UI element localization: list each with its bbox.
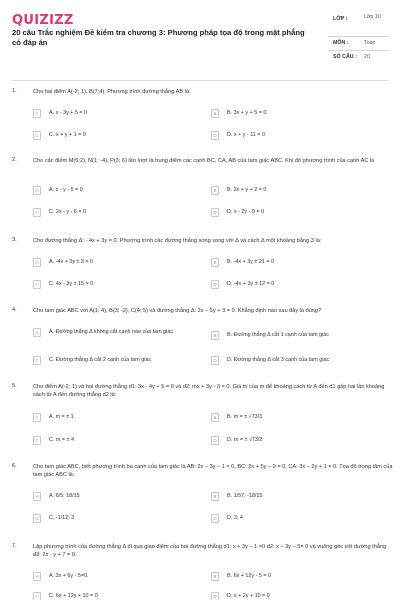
option-text: D. m = ± √73/2 — [227, 437, 263, 443]
option-text: C. x + y + 1 = 0 — [49, 132, 86, 138]
option-letter-box: C — [33, 356, 41, 365]
meta-box — [328, 10, 390, 65]
meta-subject-row — [328, 37, 390, 51]
option-letter-box: D — [211, 356, 219, 365]
question-number: 6. — [12, 463, 17, 469]
option-text: B. Đường thẳng Δ cắt 1 cạnh của tam giác — [227, 332, 329, 338]
option-text: C. 4x - 3y ± 15 = 0 — [49, 281, 94, 287]
option-text: D. -4x + 3y ± 12 = 0 — [227, 281, 275, 287]
question-text: Lập phương trình của đường thẳng Δ đi qua giao điểm của hai đường thẳng d1: x + 3y – 1 =0 d2: x – 3y – 5= 0 và vuông góc với đường thẳng d3: 2x - y + 7 = 0. — [33, 544, 387, 558]
document-title: 20 câu Trắc nghiệm Đề kiểm tra chương 3: Phương pháp tọa độ trong mặt phẳng có đáp án — [12, 28, 305, 47]
subject-label: MÔN : — [333, 40, 349, 46]
option-letter-box: D — [211, 280, 219, 289]
option-text: B. m = ± √73/3 — [227, 414, 263, 420]
option-letter-box: C — [33, 514, 41, 523]
question-number: 4. — [12, 307, 17, 313]
option-text: A. x - y - 5 = 0 — [49, 187, 83, 193]
option-letter-box: A — [33, 328, 41, 337]
option-letter-box: D — [211, 208, 219, 217]
option-text: C. 6x + 12y + 10 = 0 — [49, 593, 98, 599]
question-number: 1. — [12, 88, 17, 94]
option-letter-box: D — [211, 592, 219, 600]
option-letter-box: B — [211, 331, 219, 340]
question-text: Cho đường thẳng Δ: - 4x + 3y = 0. Phương trình các đường thẳng song song với Δ và cách Δ một khoảng bằng 3 là: — [33, 238, 322, 244]
option-text: A. 6/5; 18/15 — [49, 493, 80, 499]
question-number: 2. — [12, 157, 17, 163]
header-divider — [12, 80, 388, 81]
document-header — [0, 0, 400, 82]
option-text: C. Đường thẳng Δ cắt 2 cạnh của tam giác — [49, 357, 152, 363]
option-letter-box: A — [33, 413, 41, 422]
option-letter-box: A — [33, 258, 41, 267]
subject-value: Toán — [364, 40, 376, 46]
option-letter-box: C — [33, 436, 41, 445]
option-letter-box: A — [33, 109, 41, 118]
option-text: B. 1/57; -18/15 — [227, 493, 263, 499]
option-text: D. 3; 4 — [227, 515, 243, 521]
option-letter-box: A — [33, 492, 41, 501]
question-text: Cho tam giác ABC, biết phương trình ba cạnh của tam giác là AB: 2x – 3y – 1 = 0, BC: 2x + 5y – 9 = 0, CA: 3x – 2y + 1 = 0. Tọa độ trọng tâm của tam giác ABC là: — [33, 464, 393, 478]
option-text: D. x - 2y - 9 = 0 — [227, 209, 264, 215]
option-text: D. Đường thẳng Δ cắt 3 cạnh của tam giác — [227, 357, 330, 363]
option-text: A. 3x + 6y - 5=0. — [49, 573, 89, 579]
class-value: Lớp 10 — [364, 14, 381, 20]
option-text: A. m = ± 1 — [49, 414, 74, 420]
meta-count-row — [328, 51, 390, 65]
option-letter-box: B — [211, 258, 219, 267]
question-number: 7. — [12, 543, 17, 549]
question-text: Cho điểm A(-2; 1) và hai đường thẳng d1: 3x - 4y + 5 = 0 và d2: mx + 3y - 3 = 0. Giá trị của m để khoảng cách từ A đến d1 gấp hai lần khoảng cách từ A đến đường thẳng d2 là: — [33, 384, 385, 398]
option-letter-box: C — [33, 592, 41, 600]
option-letter-box: B — [211, 186, 219, 195]
option-letter-box: B — [211, 492, 219, 501]
option-letter-box: D — [211, 131, 219, 140]
option-text: C. -1/12; 3 — [49, 515, 75, 521]
option-letter-box: D — [211, 514, 219, 523]
count-value: 20 — [364, 54, 370, 60]
option-text: B. 6x + 12y - 5 = 0 — [227, 573, 272, 579]
option-text: C. m = ± 4 — [49, 437, 74, 443]
option-letter-box: C — [33, 280, 41, 289]
question-text: Cho các điểm M(5;2), N(1; -4), P(3; 6) lần lượt là trung điểm các cạnh BC, CA, AB của tam giác ABC. Khi đó phương trình của cạnh AC là — [33, 158, 375, 164]
option-letter-box: A — [33, 572, 41, 581]
class-label: LỚP : — [333, 16, 348, 22]
option-letter-box: B — [211, 109, 219, 118]
option-letter-box: D — [211, 436, 219, 445]
question-text: Cho hai điểm A(-2; 1), B(7;4). Phương trình đường thẳng AB là: — [33, 89, 191, 95]
option-letter-box: B — [211, 572, 219, 581]
option-text: B. 3x + y + 5 = 0 — [227, 110, 267, 116]
meta-class-row — [328, 10, 390, 37]
option-letter-box: C — [33, 131, 41, 140]
option-letter-box: C — [33, 208, 41, 217]
count-label: SỐ CÂU : — [333, 54, 357, 60]
question-number: 3. — [12, 237, 17, 243]
option-letter-box: A — [33, 186, 41, 195]
quizizz-logo: QUIZIZZ — [12, 13, 74, 28]
option-text: A. Đường thẳng Δ không cắt cạnh nào của tam giác — [49, 329, 174, 335]
question-number: 5. — [12, 383, 17, 389]
option-text: A. -4x + 3y ± 3 = 0 — [49, 259, 94, 265]
question-text: Cho tam giác ABC với A(1; 4), B(3; -2), C(4; 5) và đường thẳng Δ: 2x – 5y + 3 = 0. Khẳng định nào sau đây là đúng? — [33, 308, 322, 314]
option-text: D. x + y - 11 = 0 — [227, 132, 265, 138]
option-text: C. 2x - y - 6 = 0 — [49, 209, 86, 215]
option-letter-box: B — [211, 413, 219, 422]
option-text: B. -4x + 3y ± 21 = 0 — [227, 259, 275, 265]
option-text: A. x - 3y + 5 = 0 — [49, 110, 88, 116]
option-text: D. x + 2y + 10 = 0 — [227, 593, 270, 599]
option-text: B. 2x + y + 2 = 0 — [227, 187, 267, 193]
